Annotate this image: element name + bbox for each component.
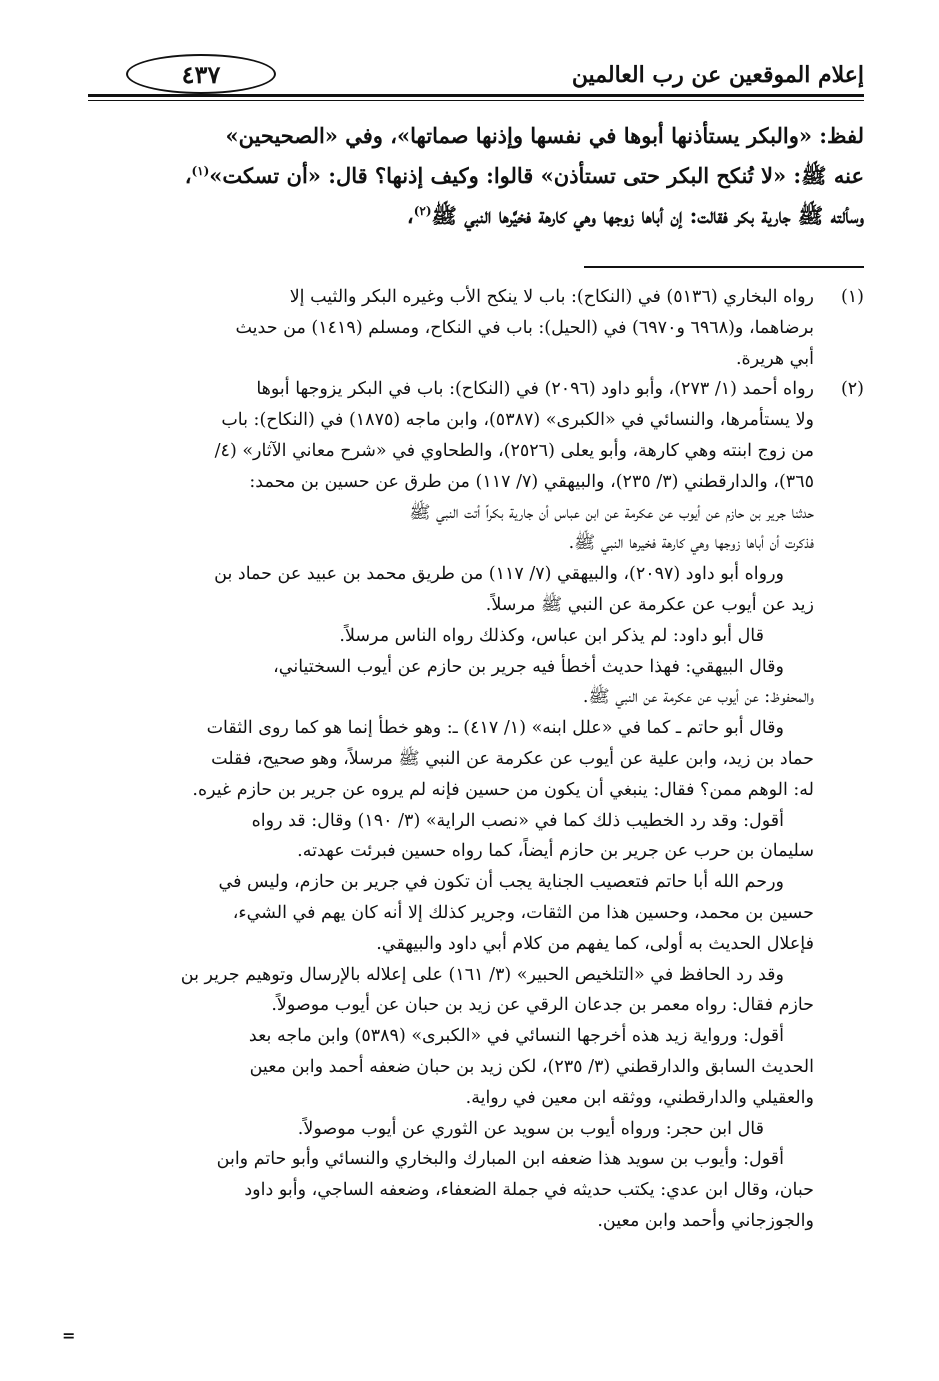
- paragraph-line: والعقيلي والدارقطني، ووثقه ابن معين في رواية.: [465, 1087, 814, 1108]
- paragraph-line: وقد رد الحافظ في «التلخيص الحبير» (٣/ ١٦١) على إعلاله بالإرسال وتوهيم جرير بن: [180, 964, 784, 985]
- paragraph-line: ورحم الله أبا حاتم فتعصيب الجناية يجب أن تكون في جرير بن حازم، وليس في: [218, 872, 784, 893]
- header-rule-thin: [88, 100, 864, 101]
- main-text: [88, 116, 864, 236]
- page-header: [88, 52, 864, 98]
- paragraph-line: والجوزجاني وأحمد وابن معين.: [597, 1210, 814, 1231]
- footnote-ref-2[interactable]: (٢): [413, 204, 432, 218]
- footnote-number: (١): [840, 287, 864, 307]
- footnote-ref-1[interactable]: (١): [191, 164, 210, 178]
- paragraph-line: والمحفوظ: عن أيوب عن عكرمة عن النبي ﷺ.: [582, 687, 814, 708]
- paragraph-line: فإعلال الحديث به أولى، كما يفهم من كلام أبي داود والبيهقي.: [376, 933, 814, 954]
- paragraph-line: حبان، وقال ابن عدي: يكتب حديثه في جملة الضعفاء، وضعفه الساجي، وأبو داود: [244, 1180, 814, 1201]
- paragraph-line: أقول: ورواية زيد هذه أخرجها النسائي في «الكبرى» (٥٣٨٩) وابن ماجه بعد: [248, 1026, 784, 1047]
- header-rule-thick: [88, 94, 864, 97]
- paragraph-line: زيد عن أيوب عن عكرمة عن النبي ﷺ مرسلاً.: [485, 594, 814, 615]
- footnote-1: [88, 282, 864, 374]
- paragraph-line: قال ابن حجر: ورواه أيوب بن سويد عن الثوري عن أيوب موصولاً.: [297, 1118, 764, 1139]
- running-title: إعلام الموقعين عن رب العالمين: [571, 62, 864, 88]
- footnote-2: [88, 374, 864, 1236]
- paragraph-line: أقول: وأيوب بن سويد هذا ضعفه ابن المبارك والبخاري والنسائي وأبو حاتم وابن: [216, 1149, 784, 1170]
- paragraph-line: حماد بن زيد، وابن علية عن أيوب عن عكرمة عن النبي ﷺ مرسلاً، وهو صحيح، فقلت: [211, 748, 814, 769]
- paragraph-line: أقول: وقد رد الخطيب ذلك كما في «نصب الراية» (٣/ ١٩٠) وقال: قد رواه: [251, 810, 784, 831]
- footnotes: [88, 282, 864, 1237]
- paragraph-line: له: الوهم ممن؟ فقال: ينبغي أن يكون من حسين فإنه لم يروه عن جرير بن حازم غيره.: [192, 779, 814, 800]
- paragraph-line: وقال البيهقي: فهذا حديث أخطأ فيه جرير بن حازم عن أيوب السختياني،: [273, 656, 784, 677]
- main-text-line: لفظ: «والبكر يستأذنها أبوها في نفسها وإذنها صماتها»، وفي «الصحيحين»: [225, 123, 864, 148]
- paragraph-line: ورواه أبو داود (٢٠٩٧)، والبيهقي (٧/ ١١٧) من طريق محمد بن عبيد عن حماد بن: [214, 564, 784, 585]
- page-number: ٤٣٧: [126, 54, 276, 94]
- paragraph-line: حسين بن محمد، وحسين هذا من الثقات، وجرير كذلك إلا أنه كان يهم في الشيء،: [232, 902, 814, 923]
- footnote-body: رواه البخاري (٥١٣٦) في (النكاح): باب لا ينكح الأب وغيره البكر والثيب إلا برضاهما، و(٦٩٦٨ و٦٩٧٠) في (الحيل): باب في النكاح، ومسلم (١٤١٩) من حديث أبي هريرة.: [235, 287, 814, 369]
- footnote-number: (٢): [840, 379, 864, 400]
- paragraph-line: وقال أبو حاتم ـ كما في «علل ابنه» (١/ ٤١٧) ـ: وهو خطأ إنما هو كما روى الثقات: [206, 718, 784, 739]
- footnote-separator: [584, 266, 864, 268]
- main-text-line: وسألته ﷺ جارية بكر فقالت: إن أباها زوجها وهي كارهة فخيَّرها النبي ﷺ$^{(٢)}$،: [406, 203, 864, 228]
- paragraph-line: قال أبو داود: لم يذكر ابن عباس، وكذلك رواه الناس مرسلاً.: [339, 625, 764, 646]
- paragraph-line: سليمان بن حرب عن جرير بن حازم أيضاً، كما رواه حسين فبرئت عهدته.: [297, 841, 814, 862]
- continuation-mark: =: [62, 1326, 76, 1345]
- main-text-line: عنه ﷺ: «لا تُنكح البكر حتى تستأذن» قالوا: وكيف إذنها؟ قال: «أن تسكت»$^{(١)}$،: [184, 163, 864, 188]
- footnote-body: رواه أحمد (١/ ٢٧٣)، وأبو داود (٢٠٩٦) في (النكاح): باب في البكر يزوجها أبوها ولا يستأمرها، والنسائي في «الكبرى» (٥٣٨٧)، وابن ماجه (١٨٧٥) في (النكاح): باب من زوج ابنته وهي كارهة، وأبو يعلى (٢٥٢٦)، والطحاوي في «شرح معاني الآثار» (٤/ ٣٦٥)، والدارقطني (٣/ ٢٣٥)، والبيهقي (٧/ ١١٧) من طرق عن حسين بن محمد: حدثنا جرير بن حازم عن أيوب عن عكرمة عن ابن عباس أن جارية بكراً أتت النبي ﷺ فذكرت أن أباها زوجها وهي كارهة فخيرها النبي ﷺ. ورواه أبو داود (٢٠٩٧)، والبيهقي (٧/ ١١٧) من طريق محمد بن عبيد عن حماد بن زيد عن أيوب عن عكرمة عن النبي ﷺ مرسلاً. قال أبو داود: لم يذكر ابن عباس، وكذلك رواه الناس مرسلاً. وقال البيهقي: فهذا حديث أخطأ فيه جرير بن حازم عن أيوب السختياني، والمحفوظ: عن أيوب عن عكرمة عن النبي ﷺ. وقال أبو حاتم ـ كما في «علل ابنه» (١/ ٤١٧) ـ: وهو خطأ إنما هو كما روى الثقات حماد بن زيد، وابن علية عن أيوب عن عكرمة عن النبي ﷺ مرسلاً، وهو صحيح، فقلت له: الوهم ممن؟ فقال: ينبغي أن يكون من حسين فإنه لم يروه عن جرير بن حازم غيره. أقول: وقد رد الخطيب ذلك كما في «نصب الراية» (٣/ ١٩٠) وقال: قد رواه سليمان بن حرب عن جرير بن حازم أيضاً، كما رواه حسين فبرئت عهدته. ورحم الله أبا حاتم فتعصيب الجناية يجب أن تكون في جرير بن حازم، وليس في حسين بن محمد، وحسين هذا من الثقات، وجرير كذلك إلا أنه كان يهم في الشيء، فإعلال الحديث به أولى، كما يفهم من كلام أبي داود والبيهقي. وقد رد الحافظ في «التلخيص الحبير» (٣/ ١٦١) على إعلاله بالإرسال وتوهيم جرير بن حازم فقال: رواه معمر بن جدعان الرقي عن زيد بن حبان عن أيوب موصولاً. أقول: ورواية زيد هذه أخرجها النسائي في «الكبرى» (٥٣٨٩) وابن ماجه بعد الحديث السابق والدارقطني (٣/ ٢٣٥)، لكن زيد بن حبان ضعفه أحمد وابن معين والعقيلي والدارقطني، ووثقه ابن معين في رواية. قال ابن حجر: ورواه أيوب بن سويد عن الثوري عن أيوب موصولاً. أقول: وأيوب بن سويد هذا ضعفه ابن المبارك والبخاري والنسائي وأبو حاتم وابن حبان، وقال ابن عدي: يكتب حديثه في جملة الضعفاء، وضعفه الساجي، وأبو داود والجوزجاني وأحمد وابن معين.: [88, 374, 814, 1236]
- paragraph-line: الحديث السابق والدارقطني (٣/ ٢٣٥)، لكن زيد بن حبان ضعفه أحمد وابن معين: [249, 1056, 814, 1077]
- paragraph-line: حازم فقال: رواه معمر بن جدعان الرقي عن زيد بن حبان عن أيوب موصولاً.: [271, 995, 814, 1016]
